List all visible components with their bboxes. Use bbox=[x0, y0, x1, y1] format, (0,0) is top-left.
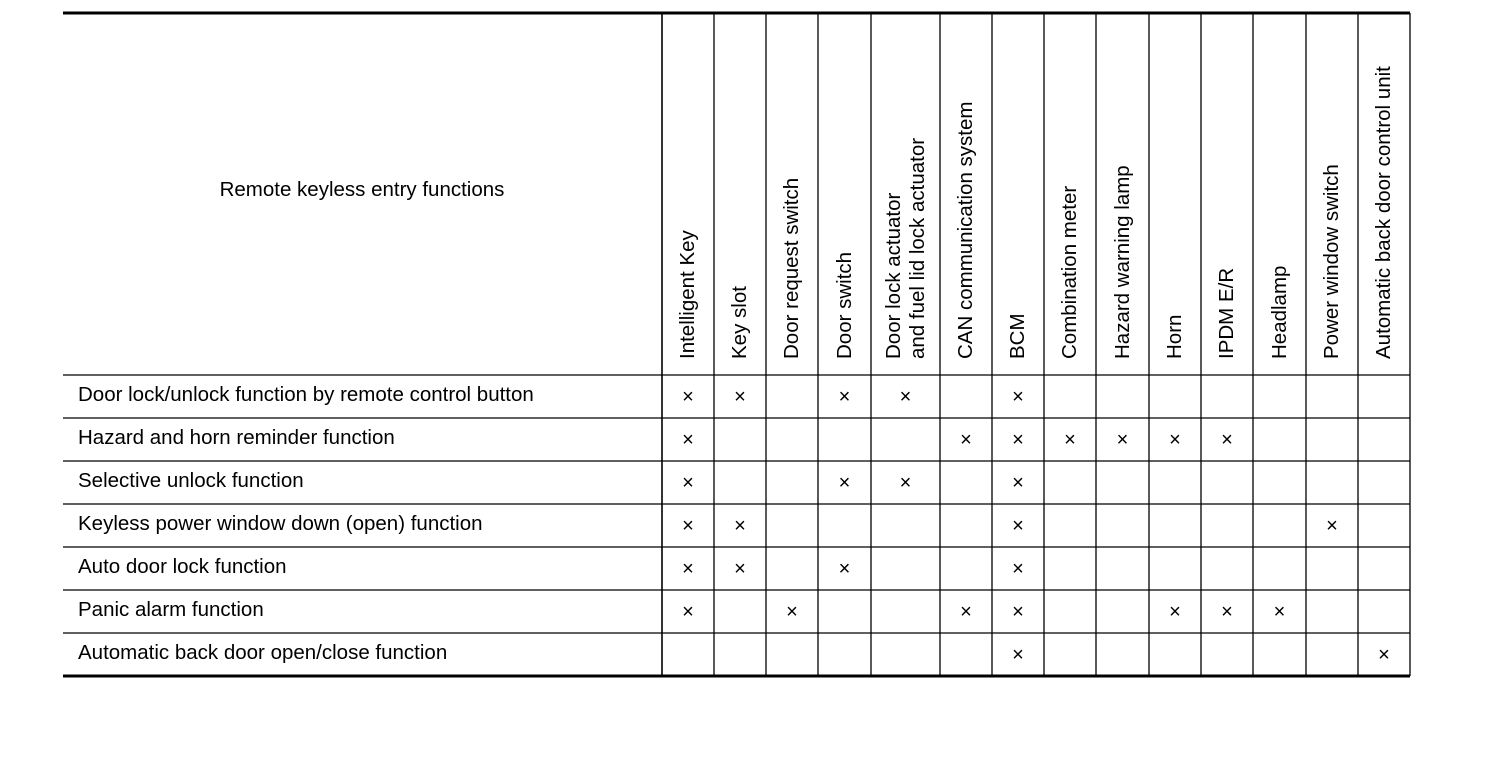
check-mark: × bbox=[682, 514, 694, 537]
column-header: Headlamp bbox=[1267, 265, 1291, 359]
row-label: Hazard and horn reminder function bbox=[78, 425, 395, 449]
row-label: Selective unlock function bbox=[78, 468, 304, 492]
check-mark: × bbox=[682, 600, 694, 623]
column-header: Automatic back door control unit bbox=[1372, 66, 1395, 359]
check-mark: × bbox=[1326, 514, 1338, 537]
row-label: Auto door lock function bbox=[78, 554, 287, 578]
check-mark: × bbox=[1378, 643, 1390, 666]
column-header: Horn bbox=[1163, 314, 1186, 359]
check-mark: × bbox=[960, 428, 972, 451]
check-mark: × bbox=[786, 600, 798, 623]
check-mark: × bbox=[682, 385, 694, 408]
check-mark: × bbox=[734, 385, 746, 408]
check-mark: × bbox=[838, 557, 851, 580]
column-header: Intelligent Key bbox=[676, 230, 699, 359]
corner-title: Remote keyless entry functions bbox=[219, 178, 505, 201]
check-mark: × bbox=[734, 557, 746, 580]
check-mark: × bbox=[1221, 428, 1233, 451]
column-header: Key slot bbox=[728, 286, 751, 359]
column-header: Door switch bbox=[832, 251, 856, 359]
check-mark: × bbox=[899, 471, 912, 494]
column-header: CAN communication system bbox=[954, 101, 977, 359]
check-mark: × bbox=[838, 471, 851, 494]
check-mark: × bbox=[960, 600, 972, 623]
column-header: Combination meter bbox=[1058, 185, 1081, 359]
check-mark: × bbox=[1012, 643, 1024, 666]
check-mark: × bbox=[1169, 600, 1181, 623]
row-label: Door lock/unlock function by remote control button bbox=[78, 382, 534, 406]
column-header: IPDM E/R bbox=[1215, 267, 1238, 359]
check-mark: × bbox=[1116, 428, 1129, 451]
row-label: Automatic back door open/close function bbox=[78, 640, 448, 664]
check-mark: × bbox=[1012, 557, 1024, 580]
check-mark: × bbox=[1012, 471, 1024, 494]
check-mark: × bbox=[1221, 600, 1233, 623]
check-mark: × bbox=[734, 514, 746, 537]
check-mark: × bbox=[682, 471, 694, 494]
check-mark: × bbox=[682, 557, 694, 580]
check-mark: × bbox=[1273, 600, 1286, 623]
check-mark: × bbox=[838, 385, 851, 408]
column-header: Hazard warning lamp bbox=[1110, 165, 1134, 359]
check-mark: × bbox=[1012, 428, 1024, 451]
check-mark: × bbox=[1064, 428, 1076, 451]
check-mark: × bbox=[682, 428, 694, 451]
check-mark: × bbox=[1012, 514, 1024, 537]
column-header: Door request switch bbox=[780, 177, 803, 359]
check-mark: × bbox=[1169, 428, 1181, 451]
column-header: Power window switch bbox=[1320, 164, 1343, 359]
row-label: Keyless power window down (open) function bbox=[78, 511, 483, 535]
check-mark: × bbox=[899, 385, 912, 408]
check-mark: × bbox=[1012, 385, 1024, 408]
column-header: Door lock actuator and fuel lid lock actuator bbox=[881, 137, 929, 359]
check-mark: × bbox=[1012, 600, 1024, 623]
column-header: BCM bbox=[1006, 313, 1029, 359]
row-label: Panic alarm function bbox=[78, 597, 264, 621]
